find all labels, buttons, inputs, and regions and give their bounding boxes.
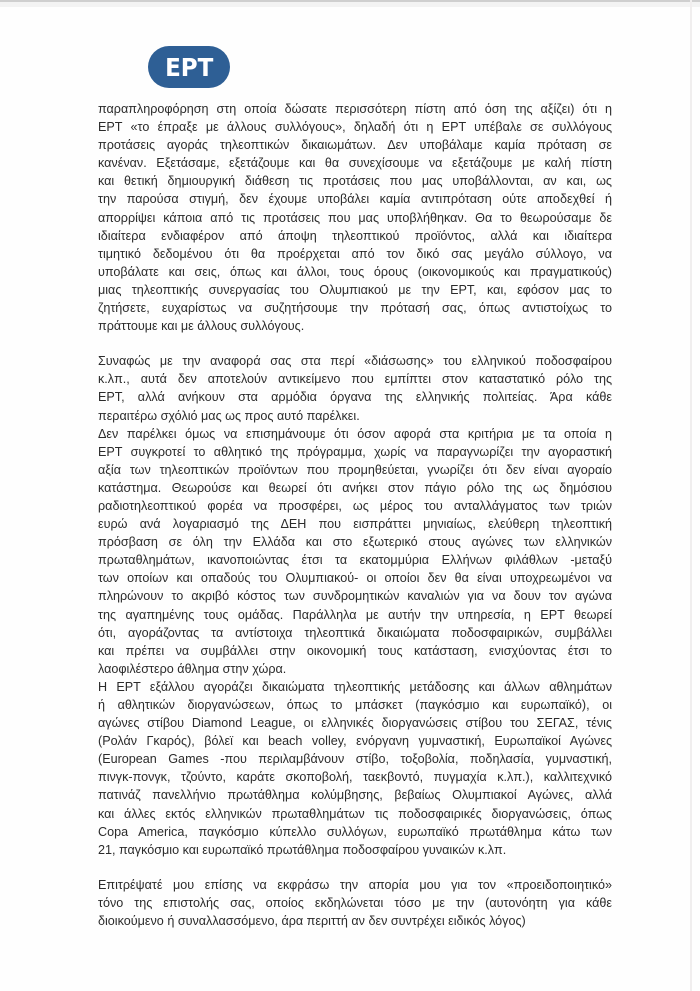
text-line: Copa America, παγκόσμιο κύπελλο συλλόγων, ευρωπαϊκό πρωτάθλημα κάτω των bbox=[98, 824, 613, 839]
text-line: ΕΡΤ συγκροτεί το αθλητικό της πρόγραμμα, χωρίς να παραγνωρίζει την αγοραστική bbox=[98, 444, 613, 459]
text-line: πρωταθλημάτων, ικανοποιώντας έτσι τα εκατομμύρια Ελλήνων φιλάθλων -μεταξύ bbox=[98, 553, 613, 568]
text-line: Επιτρέψατέ μου επίσης να εκφράσω την απορία μου για τον «προειδοποιητικό» bbox=[98, 877, 613, 892]
text-line: απορρίψει κάποια από τις προτάσεις που μας υποβλήθηκαν. Θα το θεωρούσαμε δε bbox=[98, 210, 613, 225]
text-line: ιδιαίτερα ενδιαφέρον από άποψη τηλεοπτικού προϊόντος, αλλά και ιδιαίτερα bbox=[98, 228, 613, 243]
text-line: (Ρολάν Γκαρός), βόλεϊ και beach volley, ενόργανη γυμναστική, Ευρωπαϊκοί Αγώνες bbox=[98, 734, 613, 749]
text-line: πρόσβαση σε όλη την Ελλάδα και στο εξωτερικό στους αγώνες των ελληνικών bbox=[98, 535, 612, 550]
text-line: ότι, αγοράζοντας τα αντίστοιχα τηλεοπτικά δικαιώματα ποδοσφαιρικών, συμβάλλει bbox=[98, 625, 613, 640]
text-line: πράττουμε και με άλλους συλλόγους. bbox=[98, 319, 305, 334]
text-line: μιας τηλεοπτικής συνεργασίας του Ολυμπιακού με την ΕΡΤ, και, εφόσον μας το bbox=[98, 282, 612, 297]
letter-body bbox=[98, 100, 612, 930]
text-line: πληρώνουν το ακριβό κόστος των συνδρομητικών καναλιών για να δουν τον αγώνα bbox=[98, 589, 612, 604]
text-line: περαιτέρω σχόλιό μας ως προς αυτό παρέλκει. bbox=[98, 408, 360, 423]
text-line: ευρώ ανά λογαριασμό της ΔΕΗ που εισπράττει μηνιαίως, ελεύθερη τηλεοπτική bbox=[98, 517, 612, 532]
paragraph-greek-football-rescue bbox=[98, 352, 612, 424]
text-line: κανέναν. Εξετάσαμε, εξετάζουμε και θα συνεχίσουμε να εξετάζουμε με καλή πίστη bbox=[98, 156, 613, 171]
text-line: ραδιοτηλεοπτικού φορέα να προσφέρει, ως μέρος του ανταλλάγματος των τριών bbox=[98, 498, 613, 513]
text-line: Συναφώς με την αναφορά σας στα περί «διάσωσης» του ελληνικού ποδοσφαίρου bbox=[98, 354, 612, 369]
paragraph-ert-criteria bbox=[98, 425, 612, 678]
text-line: υποβάλατε και σεις, όπως και άλλοι, τους όρους (οικονομικούς και πραγματικούς) bbox=[98, 264, 612, 279]
text-line: πατινάζ πανελλήνιο πρωτάθλημα κολύμβησης, βεβαίως Ολυμπιακοί Αγώνες, αλλά bbox=[98, 788, 612, 803]
text-line: τιμητικό δεδομένου ότι θα προέρχεται από τον δικό σας μεγάλο σύλλογο, να bbox=[98, 246, 612, 261]
text-line: λαοφιλέστερο άθλημα στην χώρα. bbox=[98, 661, 287, 676]
text-line: ΕΡΤ, αλλά ανήκουν στα αρμόδια όργανα της ελληνικής πολιτείας. Άρα κάθε bbox=[98, 390, 612, 405]
text-line: ή αθλητικών διοργανώσεων, όπως το μπάσκετ (παγκόσμιο και ευρωπαϊκό), οι bbox=[98, 698, 612, 712]
text-line: κατάστημα. Θεωρούσε και θεωρεί ότι ανήκει στον πάγιο ρόλο της ως δημόσιου bbox=[98, 480, 612, 495]
text-line: κ.λπ., αυτά δεν αποτελούν αντικείμενο που εμπίπτει στον καταστατικό ρόλο της bbox=[98, 372, 613, 387]
text-line: την παρούσα στιγμή, δεν έχουμε υποβάλει καμία αντιπρόταση ούτε αποδεχθεί ή bbox=[98, 192, 613, 207]
paragraph-warning-tone bbox=[98, 876, 612, 930]
text-line: 21, παγκόσμιο και ευρωπαϊκό πρωτάθλημα ποδοσφαίρου γυναικών κ.λπ. bbox=[98, 842, 507, 857]
text-line: προτάσεις αγοράς τηλεοπτικών δικαιωμάτων. Δεν υποβάλαμε καμία πρόταση σε bbox=[98, 138, 612, 153]
text-line: των οποίων και οπαδούς του Ολυμπιακού- οι οποίοι δεν θα είναι υποχρεωμένοι να bbox=[98, 571, 612, 586]
paragraph-proposals bbox=[98, 100, 612, 335]
text-line: διοικούμενο ή συναλλασσόμενο, άρα περιττή αν δεν συντρέχει ειδικός λόγος) bbox=[98, 914, 526, 929]
text-line: ζητήσετε, ευχαρίστως να συζητήσουμε την πρότασή σας, όπως αντιστοίχως το bbox=[98, 301, 612, 316]
text-line: (European Games -που περιλαμβάνουν στίβο, τοξοβολία, ποδηλασία, γυμναστική, bbox=[98, 752, 612, 767]
text-line: Η ΕΡΤ εξάλλου αγοράζει δικαιώματα τηλεοπτικής μετάδοσης και άλλων αθλημάτων bbox=[98, 679, 613, 694]
text-line: και πρέπει να συμβάλλει στην οικονομική τους κατάσταση, ενισχύοντας έτσι το bbox=[98, 643, 612, 658]
paragraph-other-sports-rights bbox=[98, 678, 612, 859]
text-line: και άλλες εκτός ελληνικών πρωταθλημάτων τις ποδοσφαιρικές διοργανώσεις, όπως bbox=[98, 806, 612, 821]
text-line: παραπληροφόρηση στη οποία δώσατε περισσότερη πίστη από όση της αξίζει) ότι η bbox=[98, 102, 612, 116]
text-line: τόνο της επιστολής σας, οποίος εκδηλώνεται τόσο με την (αυτονόητη για κάθε bbox=[98, 895, 612, 910]
scan-right-edge bbox=[690, 0, 692, 991]
scan-top-shade bbox=[0, 2, 700, 7]
text-line: της αγαπημένης τους ομάδας. Παράλληλα με αυτήν την υπηρεσία, η ΕΡΤ θεωρεί bbox=[98, 607, 613, 622]
ert-logo-text: EPT bbox=[164, 52, 214, 82]
ert-logo bbox=[148, 46, 230, 88]
text-line: Δεν παρέλκει όμως να επισημάνουμε ότι όσον αφορά στα κριτήρια με τα οποία η bbox=[98, 426, 613, 441]
text-line: και θετική δημιουργική διάθεση τις προτάσεις που μας υποβάλλονται, αν και, ως bbox=[98, 174, 612, 189]
text-line: ΕΡΤ «το έπραξε με άλλους συλλόγους», δηλαδή ότι η ΕΡΤ υπέβαλε σε συλλόγους bbox=[98, 120, 613, 135]
text-line: πινγκ-πονγκ, τζούντο, καράτε σκοποβολή, ταεκβοντό, πυγμαχία κ.λπ.), καλλιτεχνικό bbox=[98, 770, 612, 785]
text-line: αγώνες στίβου Diamond League, οι ελληνικές διοργανώσεις στίβου του ΣΕΓΑΣ, τένις bbox=[98, 716, 612, 731]
text-line: αξία των τηλεοπτικών προϊόντων που προμηθεύεται, γνωρίζει ότι δεν είναι αγοραίο bbox=[98, 462, 613, 477]
